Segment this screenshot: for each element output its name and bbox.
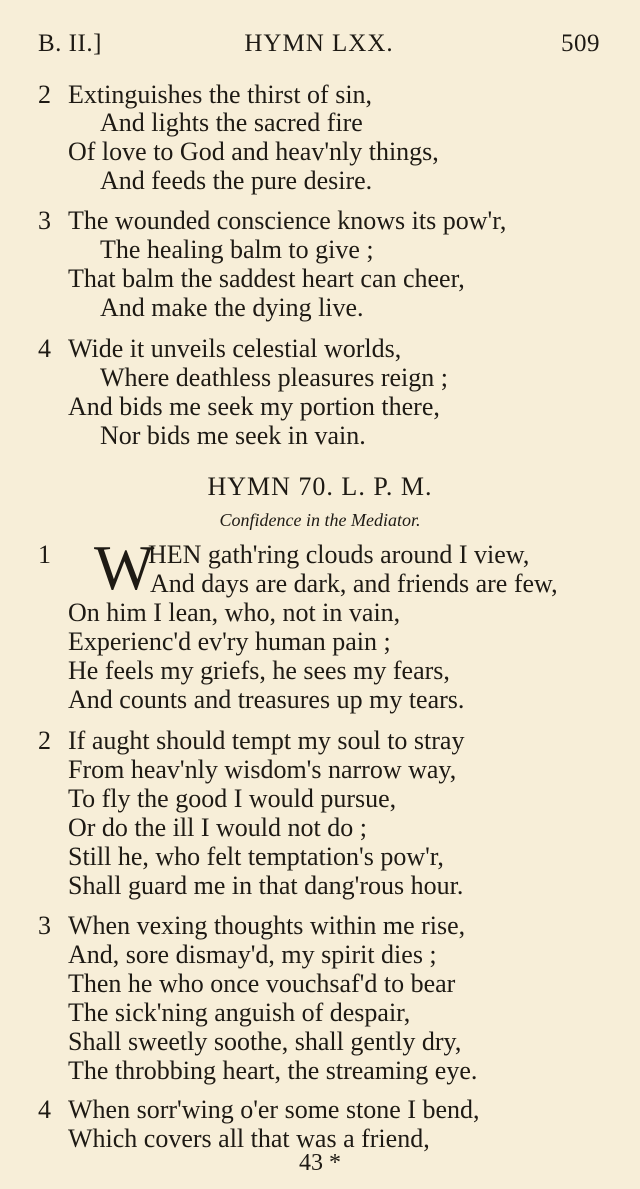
verse-line: To fly the good I would pursue, — [68, 784, 397, 813]
stanza-number: 4 — [38, 334, 51, 363]
verse-line: On him I lean, who, not in vain, — [68, 598, 401, 627]
verse-line: And, sore dismay'd, my spirit dies ; — [68, 940, 437, 969]
verse-line: Which covers all that was a friend, — [68, 1124, 430, 1153]
verse-line: And lights the sacred fire — [100, 108, 363, 137]
stanza-number: 1 — [38, 540, 51, 569]
verse-line: When vexing thoughts within me rise, — [68, 911, 466, 940]
verse-line: The wounded conscience knows its pow'r, — [68, 206, 507, 235]
verse-line: And days are dark, and friends are few, — [150, 569, 558, 598]
verse-line: HEN gath'ring clouds around I view, — [148, 540, 530, 569]
verse-line: And bids me seek my portion there, — [68, 392, 440, 421]
stanza-number: 4 — [38, 1095, 51, 1124]
verse-line: That balm the saddest heart can cheer, — [68, 264, 465, 293]
verse-line: And feeds the pure desire. — [100, 166, 373, 195]
verse-line: Where deathless pleasures reign ; — [100, 363, 448, 392]
verse-line: The healing balm to give ; — [100, 235, 374, 264]
verse-line: Extinguishes the thirst of sin, — [68, 80, 373, 109]
verse-line: Shall sweetly soothe, shall gently dry, — [68, 1027, 462, 1056]
verse-line: Still he, who felt temptation's pow'r, — [68, 842, 444, 871]
verse-line: The sick'ning anguish of despair, — [68, 998, 411, 1027]
verse-line: Shall guard me in that dang'rous hour. — [68, 871, 464, 900]
verse-line: And counts and treasures up my tears. — [68, 685, 465, 714]
running-title: HYMN LXX. — [244, 30, 394, 57]
verse-line: Experienc'd ev'ry human pain ; — [68, 627, 391, 656]
verse-line: Or do the ill I would not do ; — [68, 813, 367, 842]
verse-line: Of love to God and heav'nly things, — [68, 137, 439, 166]
verse-line: From heav'nly wisdom's narrow way, — [68, 755, 457, 784]
stanza-number: 3 — [38, 911, 51, 940]
verse-line: If aught should tempt my soul to stray — [68, 726, 465, 755]
verse-line: He feels my griefs, he sees my fears, — [68, 656, 450, 685]
verse-line: Nor bids me seek in vain. — [100, 421, 366, 450]
hymn-title: HYMN 70. L. P. M. — [207, 472, 433, 501]
book-section-label: B. II.] — [38, 30, 102, 57]
stanza-number: 2 — [38, 80, 51, 109]
stanza-number: 2 — [38, 726, 51, 755]
verse-line: The throbbing heart, the streaming eye. — [68, 1056, 478, 1085]
drop-cap: W — [94, 532, 155, 603]
hymn-subtitle: Confidence in the Mediator. — [219, 510, 421, 530]
signature-mark: 43 * — [299, 1150, 341, 1176]
verse-line: When sorr'wing o'er some stone I bend, — [68, 1095, 480, 1124]
stanza-number: 3 — [38, 206, 51, 235]
page-number: 509 — [561, 30, 600, 57]
verse-line: Then he who once vouchsaf'd to bear — [68, 969, 456, 998]
verse-line: Wide it unveils celestial worlds, — [68, 334, 402, 363]
verse-line: And make the dying live. — [100, 293, 364, 322]
running-head — [38, 30, 600, 64]
